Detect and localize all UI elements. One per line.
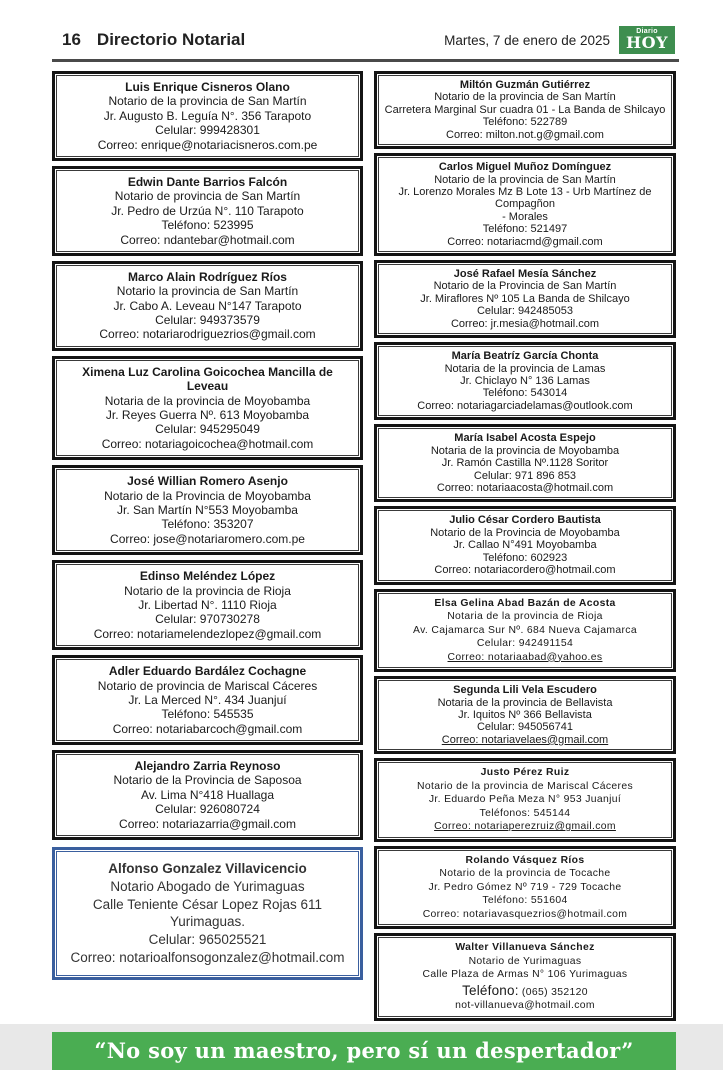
notary-line: Correo: notariavelaes@gmail.com xyxy=(441,733,609,746)
notary-line: Notario de provincia de Mariscal Cáceres xyxy=(97,678,318,693)
phone-number: (065) 352120 xyxy=(521,986,588,998)
notary-line: Correo: notariazarria@gmail.com xyxy=(119,816,296,831)
notary-line: Teléfono: 522789 xyxy=(482,116,568,129)
page-title: Directorio Notarial xyxy=(96,30,246,49)
notary-card xyxy=(374,933,676,1021)
notary-line: Celular: 970730278 xyxy=(155,612,260,627)
notary-card-highlighted xyxy=(52,847,363,980)
notary-line: Notario de la provincia de Rioja xyxy=(124,583,291,598)
notary-name: José Rafael Mesía Sánchez xyxy=(453,268,597,281)
notary-card xyxy=(374,424,676,502)
notary-line: Jr. Pedro Gómez Nº 719 - 729 Tocache xyxy=(428,881,622,893)
notary-name: María Isabel Acosta Espejo xyxy=(454,432,596,445)
notary-line: Correo: enrique@notariacisneros.com.pe xyxy=(97,137,318,152)
notary-line: Jr. Eduardo Peña Meza N° 953 Juanjuí xyxy=(428,794,622,806)
notary-line: Celular: 945295049 xyxy=(155,422,260,437)
notary-name: Segunda Lili Vela Escudero xyxy=(453,684,597,697)
notary-name: Ximena Luz Carolina Goicochea Mancilla de Leveau xyxy=(82,364,333,394)
notary-card xyxy=(374,846,676,930)
notary-card xyxy=(52,166,363,256)
notary-line: Correo: notarioalfonsogonzalez@hotmail.com xyxy=(70,950,345,966)
notary-line: Notaria de la provincia de Bellavista xyxy=(437,696,613,709)
header-right xyxy=(444,26,675,54)
notary-card xyxy=(52,465,363,555)
notary-line: Jr. Cabo A. Leveau N°147 Tarapoto xyxy=(113,298,302,313)
notary-line: Correo: notariacmd@gmail.com xyxy=(447,235,603,248)
notary-line: Notario de la Provincia de Moyobamba xyxy=(104,488,311,503)
diario-hoy-logo xyxy=(619,26,675,54)
notary-line: Notario de la Provincia de Moyobamba xyxy=(430,526,620,539)
notary-line: Carretera Marginal Sur cuadra 01 - La Banda de Shilcayo xyxy=(384,103,666,116)
notary-line: Notario de Yurimaguas xyxy=(468,955,582,967)
notary-line: Notario de la provincia de Mariscal Cáceres xyxy=(416,780,634,792)
notary-line: Correo: notariamelendezlopez@gmail.com xyxy=(93,626,322,641)
notary-line: Notario de la provincia de San Martín xyxy=(434,91,616,104)
notary-line: Celular: 971 896 853 xyxy=(473,469,577,482)
notary-line: Correo: notariavasquezrios@hotmail.com xyxy=(422,908,628,920)
notary-card xyxy=(374,676,676,754)
notary-line: Teléfono: 551604 xyxy=(482,895,568,907)
notary-line: Teléfono: 353207 xyxy=(161,517,254,532)
notary-line: Jr. Callao N°491 Moyobamba xyxy=(453,539,597,552)
notary-line: Notario de la provincia de Tocache xyxy=(439,868,611,880)
notary-card xyxy=(52,750,363,840)
notary-line: Teléfono: 543014 xyxy=(482,387,568,400)
notary-line: Celular: 942485053 xyxy=(476,305,574,318)
notary-line: Notario de la Provincia de Saposoa xyxy=(113,773,302,788)
notary-line: Correo: notariaperezruiz@gmail.com xyxy=(434,821,616,833)
notary-line: Correo: ndantebar@hotmail.com xyxy=(120,232,295,247)
notary-name: Justo Pérez Ruiz xyxy=(480,767,570,779)
notary-card xyxy=(374,758,676,842)
notary-line: Celular: 949373579 xyxy=(155,313,260,328)
notary-name: Miltón Guzmán Gutiérrez xyxy=(459,79,591,91)
notary-line: Notario Abogado de Yurimaguas xyxy=(110,878,305,894)
notary-card xyxy=(52,655,363,745)
notary-line: Teléfono: 602923 xyxy=(482,551,568,564)
notary-line: Jr. La Merced N°. 434 Juanjuí xyxy=(128,692,287,707)
notary-line: Celular: 926080724 xyxy=(155,802,260,817)
notary-line: Jr. Libertad N°. 1110 Rioja xyxy=(138,597,277,612)
notary-line: Notaria de la provincia de Lamas xyxy=(444,362,606,375)
directory-columns xyxy=(52,71,679,1025)
page-number: 16 xyxy=(62,30,81,49)
notary-name: Julio César Cordero Bautista xyxy=(449,514,601,527)
header-divider xyxy=(52,59,679,62)
notary-card xyxy=(374,153,676,256)
notary-name: José Willian Romero Asenjo xyxy=(127,474,288,489)
notary-line: Jr. Pedro de Urzúa N°. 110 Tarapoto xyxy=(111,203,304,218)
notary-line: Correo: jr.mesia@hotmail.com xyxy=(450,317,600,330)
date-text: Martes, 7 de enero de 2025 xyxy=(444,32,611,48)
notary-line: Notario la provincia de San Martín xyxy=(116,284,299,299)
notary-line: Calle Teniente César Lopez Rojas 611 Yurimaguas. xyxy=(92,896,323,930)
notary-line: Av. Lima N°418 Huallaga xyxy=(140,787,275,802)
notary-line: Teléfono: 545535 xyxy=(161,707,254,722)
notary-line: Jr. San Martín N°553 Moyobamba xyxy=(117,502,298,517)
notary-line: Correo: notariarodriguezrios@gmail.com xyxy=(99,327,316,342)
notary-line: Notario de provincia de San Martín xyxy=(114,189,301,204)
notary-phone-line xyxy=(381,982,669,1000)
notary-line: Correo: notariaacosta@hotmail.com xyxy=(436,481,614,494)
notary-line: Celular: 999428301 xyxy=(155,123,260,138)
notary-line: Correo: milton.not.g@gmail.com xyxy=(446,128,604,141)
quote-text: “No soy un maestro, pero sí un despertador” xyxy=(94,1038,634,1064)
notary-card xyxy=(374,506,676,584)
notary-line: Teléfonos: 545144 xyxy=(479,807,571,819)
notary-line: Correo: notariacordero@hotmail.com xyxy=(434,564,616,577)
logo-top-text: Diario xyxy=(636,28,658,35)
notary-line: Av. Cajamarca Sur Nº. 684 Nueva Cajamarca xyxy=(413,624,637,636)
notary-card xyxy=(52,356,363,460)
notary-line: Jr. Miraflores Nº 105 La Banda de Shilcayo xyxy=(420,292,630,305)
left-column xyxy=(52,71,363,985)
notary-line: Correo: notariabarcoch@gmail.com xyxy=(112,721,303,736)
notary-card xyxy=(374,71,676,149)
notary-card xyxy=(374,589,676,673)
header-title-group xyxy=(62,30,245,50)
notary-line: Teléfono: 521497 xyxy=(482,223,568,236)
notary-line: Jr. Lorenzo Morales Mz B Lote 13 - Urb Martínez de Compagñon xyxy=(398,185,652,211)
notary-name: Alejandro Zarria Reynoso xyxy=(134,759,281,774)
notary-line: Notaria de la provincia de Moyobamba xyxy=(104,393,311,408)
notary-line: Celular: 945056741 xyxy=(476,721,574,734)
notary-name: Edinso Meléndez López xyxy=(139,569,276,584)
notary-line: Notario de la provincia de San Martín xyxy=(434,173,616,186)
phone-label: Teléfono: xyxy=(462,982,519,998)
notary-line: Notario de la Provincia de San Martín xyxy=(433,280,617,293)
notary-line: Jr. Ramón Castilla Nº.1128 Soritor xyxy=(441,457,609,470)
notary-card xyxy=(374,342,676,420)
notary-line: Notario de la provincia de San Martín xyxy=(108,94,307,109)
notary-name: Carlos Miguel Muñoz Domínguez xyxy=(438,161,612,174)
notary-name: Luis Enrique Cisneros Olano xyxy=(125,80,290,94)
notary-name: Rolando Vásquez Ríos xyxy=(465,854,585,866)
notary-card xyxy=(52,261,363,351)
notary-line: Notaria de la provincia de Rioja xyxy=(447,611,603,623)
notary-card xyxy=(52,560,363,650)
notary-email: not-villanueva@hotmail.com xyxy=(455,1000,595,1012)
notary-line: Correo: notariagoicochea@hotmail.com xyxy=(101,436,314,451)
logo-main-text: HOY xyxy=(626,33,668,52)
notary-name: Alfonso Gonzalez Villavicencio xyxy=(108,861,307,877)
quote-banner xyxy=(52,1032,676,1070)
notary-line: Celular: 965025521 xyxy=(148,932,267,948)
notary-line: Notaria de la provincia de Moyobamba xyxy=(430,444,620,457)
notary-line: Correo: jose@notariaromero.com.pe xyxy=(110,531,305,546)
notary-name: Elsa Gelina Abad Bazán de Acosta xyxy=(434,597,616,609)
notary-name: María Beatríz García Chonta xyxy=(451,350,599,363)
notary-name: Walter Villanueva Sánchez xyxy=(455,942,595,954)
notary-line: Jr. Augusto B. Leguía N°. 356 Tarapoto xyxy=(103,108,312,123)
page-header xyxy=(62,26,675,54)
notary-line: Jr. Reyes Guerra Nº. 613 Moyobamba xyxy=(105,408,310,423)
notary-card xyxy=(52,71,363,161)
notary-line: Correo: notariaabad@yahoo.es xyxy=(447,651,603,663)
notary-name: Edwin Dante Barrios Falcón xyxy=(127,174,288,189)
notary-name: Marco Alain Rodríguez Ríos xyxy=(128,269,287,284)
notary-line: - Morales xyxy=(502,210,548,223)
notary-line: Jr. Iquitos Nº 366 Bellavista xyxy=(458,708,592,721)
notary-line: Teléfono: 523995 xyxy=(161,218,254,233)
notary-card xyxy=(374,260,676,338)
notary-line: Celular: 942491154 xyxy=(476,638,574,650)
notary-line: Correo: notariagarciadelamas@outlook.com xyxy=(417,399,633,412)
right-column xyxy=(374,71,676,1025)
notary-line: Calle Plaza de Armas N° 106 Yurimaguas xyxy=(422,969,628,981)
notary-line: Jr. Chiclayo N° 136 Lamas xyxy=(460,375,590,388)
notary-name: Adler Eduardo Bardález Cochagne xyxy=(108,664,307,679)
